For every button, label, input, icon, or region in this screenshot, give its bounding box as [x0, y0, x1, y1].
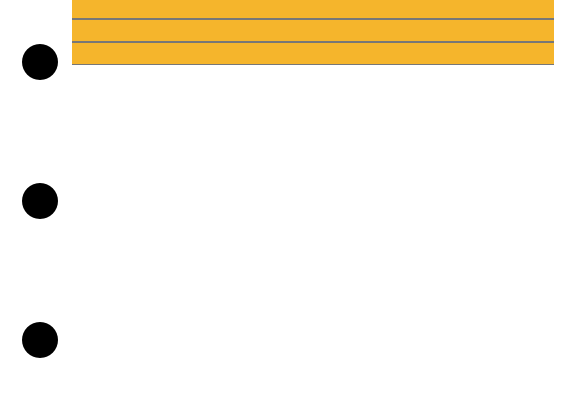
group-banner	[72, 19, 554, 42]
group-banner	[72, 42, 554, 65]
group-banner	[72, 0, 554, 19]
binder-hole-top	[22, 44, 58, 80]
group-street-performance	[72, 19, 554, 42]
group-rv-cams	[72, 0, 554, 19]
binder-hole-bottom	[22, 322, 58, 358]
camshaft-spec-table	[72, 0, 554, 65]
binder-hole-middle	[22, 183, 58, 219]
group-mild-race	[72, 42, 554, 65]
